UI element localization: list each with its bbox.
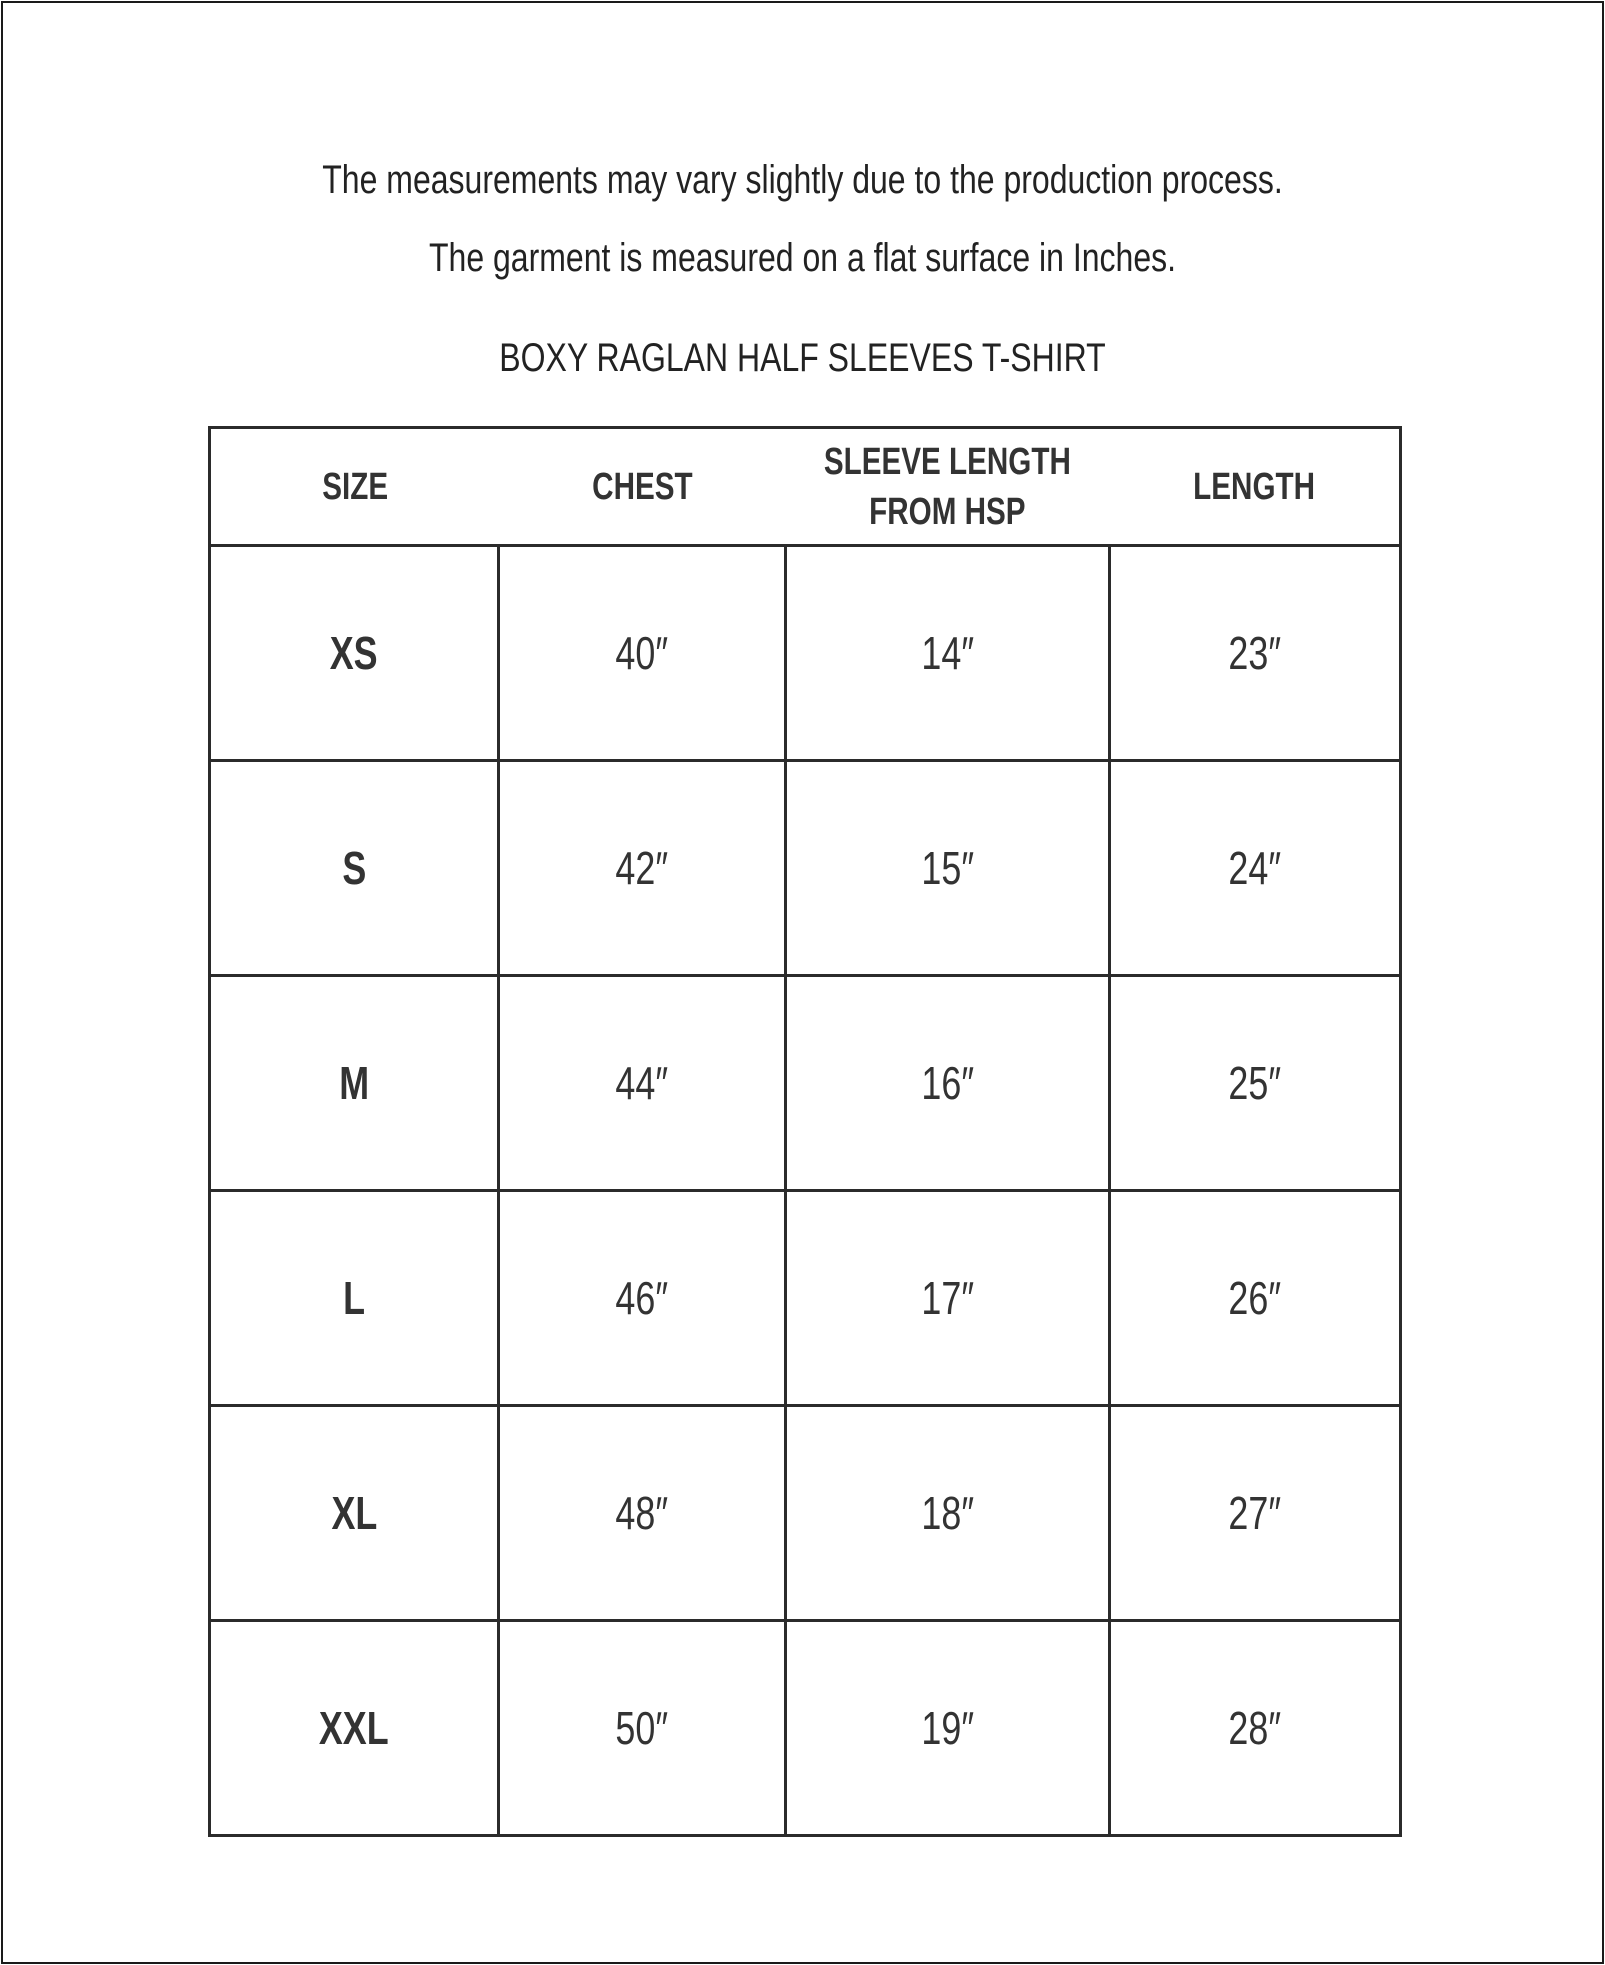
sleeve-cell: 14″ <box>786 546 1110 761</box>
chest-cell: 50″ <box>499 1621 786 1836</box>
table-row <box>210 546 1401 761</box>
chest-cell: 44″ <box>499 976 786 1191</box>
sleeve-cell: 17″ <box>786 1191 1110 1406</box>
length-cell: 26″ <box>1110 1191 1401 1406</box>
sleeve-cell: 19″ <box>786 1621 1110 1836</box>
column-header-sleeve-length: SLEEVE LENGTH FROM HSP <box>786 428 1110 546</box>
table-row <box>210 976 1401 1191</box>
size-cell: XL <box>210 1406 499 1621</box>
sleeve-cell: 16″ <box>786 976 1110 1191</box>
column-header-length: LENGTH <box>1110 428 1401 546</box>
chest-cell: 48″ <box>499 1406 786 1621</box>
measurement-note: The measurements may vary slightly due to the production process. <box>322 158 1283 202</box>
table-row <box>210 761 1401 976</box>
table-row <box>210 1191 1401 1406</box>
sleeve-cell: 18″ <box>786 1406 1110 1621</box>
chest-cell: 40″ <box>499 546 786 761</box>
measurement-unit-note: The garment is measured on a flat surface in Inches. <box>428 236 1177 280</box>
size-cell: XXL <box>210 1621 499 1836</box>
column-header-size: SIZE <box>210 428 499 546</box>
table-row <box>210 1621 1401 1836</box>
chest-cell: 46″ <box>499 1191 786 1406</box>
length-cell: 25″ <box>1110 976 1401 1191</box>
length-cell: 27″ <box>1110 1406 1401 1621</box>
chest-cell: 42″ <box>499 761 786 976</box>
length-cell: 28″ <box>1110 1621 1401 1836</box>
size-cell: XS <box>210 546 499 761</box>
length-cell: 23″ <box>1110 546 1401 761</box>
column-header-chest: CHEST <box>499 428 786 546</box>
size-cell: M <box>210 976 499 1191</box>
product-title: BOXY RAGLAN HALF SLEEVES T-SHIRT <box>499 336 1106 380</box>
size-cell: L <box>210 1191 499 1406</box>
size-cell: S <box>210 761 499 976</box>
table-row <box>210 1406 1401 1621</box>
table-header-row <box>210 428 1401 546</box>
size-chart-table <box>208 426 1402 1837</box>
length-cell: 24″ <box>1110 761 1401 976</box>
sleeve-cell: 15″ <box>786 761 1110 976</box>
